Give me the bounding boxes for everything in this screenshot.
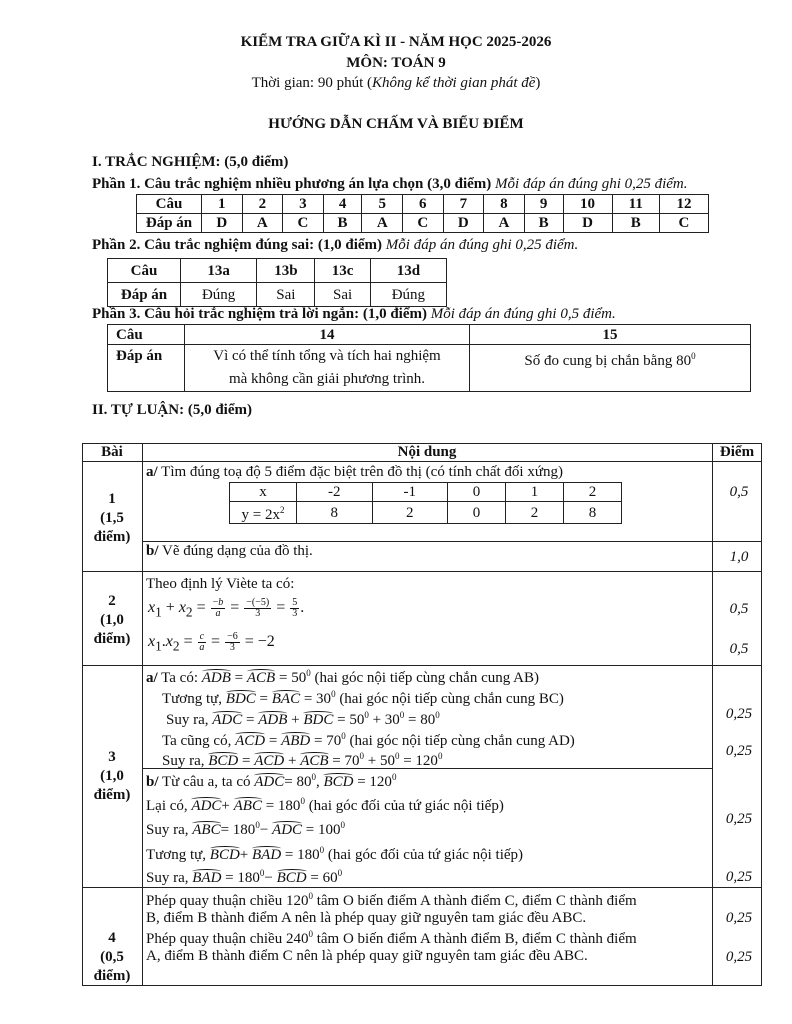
part3-q15: 15 xyxy=(470,325,751,345)
col-score-header: Điểm xyxy=(719,444,755,460)
part1-label: Phần 1. Câu trắc nghiệm nhiều phương án lựa chọn (3,0 điểm) xyxy=(92,176,492,192)
part1-q: 12 xyxy=(659,195,708,214)
b1-b-prefix: b/ xyxy=(146,543,159,559)
part1-note: Mỗi đáp án đúng ghi 0,25 điểm. xyxy=(491,176,688,192)
part2-row-a-label: Đáp án xyxy=(108,283,181,307)
part1-a: B xyxy=(612,214,659,233)
part2-heading xyxy=(92,237,578,254)
part2-q: 13b xyxy=(257,259,315,283)
b1-x-label: x xyxy=(230,483,297,502)
b3-a-line4: Ta cũng có, ACD = ABD = $70^0$ (hai góc nội tiếp cùng chắn cung AD) xyxy=(162,731,575,749)
part1-a: D xyxy=(202,214,243,233)
part3-a14 xyxy=(185,345,470,392)
part1-q: 2 xyxy=(242,195,283,214)
exam-time xyxy=(0,75,792,92)
b4-line1b: tâm O biến điểm A thành điểm C, điểm C thành điểm xyxy=(312,893,637,909)
b1-x-value: 1 xyxy=(506,483,564,502)
b3-b-line5: Suy ra, BAD = $180^0-$ BCD = $60^0$ xyxy=(146,868,343,886)
b1-score-b: 1,0 xyxy=(729,549,749,565)
part3-heading xyxy=(92,306,616,323)
b4-score1: 0,25 xyxy=(725,910,753,926)
b3-b-line2: Lại có, ADC+ ABC = $180^0$ (hai góc đối của tứ giác nội tiếp) xyxy=(146,796,504,814)
part1-q: 1 xyxy=(202,195,243,214)
time-suffix: ) xyxy=(535,75,541,91)
b4-line1a: Phép quay thuận chiều 120 xyxy=(146,893,309,909)
col-content-header: Nội dung xyxy=(397,444,457,460)
b3-b-line4: Tương tự, BCD+ BAD = $180^0$ (hai góc đối của tứ giác nội tiếp) xyxy=(146,845,524,863)
part3-row-a-label: Đáp án xyxy=(108,345,185,392)
b3-points: (1,0 xyxy=(100,768,124,784)
b4-label xyxy=(82,929,142,986)
part1-a: A xyxy=(242,214,283,233)
part3-note: Mỗi đáp án đúng ghi 0,5 điểm. xyxy=(426,306,616,322)
b1-points: (1,5 xyxy=(100,510,124,526)
b3-score4: 0,25 xyxy=(725,869,753,885)
part1-a: C xyxy=(659,214,708,233)
b3-score2: 0,25 xyxy=(725,743,753,759)
b3-b-line3: Suy ra, $ABC= 180^0-$ ADC = $100^0$ xyxy=(146,820,345,838)
part1-a: C xyxy=(403,214,444,233)
part1-q: 4 xyxy=(323,195,362,214)
b1-y-value: 8 xyxy=(297,502,373,524)
part2-a: Sai xyxy=(315,283,370,307)
b3-label xyxy=(82,748,142,805)
b2-label xyxy=(82,592,142,649)
b1-x-value: -1 xyxy=(372,483,448,502)
b1-a-prefix: a/ xyxy=(146,464,158,480)
part3-q14: 14 xyxy=(185,325,470,345)
b3-a-line1-note: (hai góc nội tiếp cùng chắn cung AB) xyxy=(314,670,539,686)
part1-a: B xyxy=(323,214,362,233)
b3-a-line5: Suy ra, BCD = ACD + ACB = $70^0 + 50^0 = 120^0$ xyxy=(162,751,443,769)
b1-value-table xyxy=(229,482,622,524)
exam-subject: MÔN: TOÁN 9 xyxy=(346,55,446,71)
part2-note: Mỗi đáp án đúng ghi 0,25 điểm. xyxy=(382,237,579,253)
part1-q: 10 xyxy=(563,195,612,214)
b1-b-body: Vẽ đúng dạng của đồ thị. xyxy=(158,543,313,559)
part1-row-a-label: Đáp án xyxy=(137,214,202,233)
part2-answer-table xyxy=(107,258,447,307)
b2-sum-formula: $x_1 + x_2$ = $\frac{-b}{a}$ = $\frac{-(-5)}{3}$ = $\frac{5}{3}$ . xyxy=(148,597,305,620)
part1-heading xyxy=(92,176,688,193)
b3-b-line1: b/ Từ câu a, ta có $ADC= 80^0$, BCD = $120^0$ xyxy=(146,772,397,790)
col-bai-header: Bài xyxy=(101,444,123,460)
b1-a-text xyxy=(146,464,563,481)
b3-a-line2: Tương tự, BDC = BAC = $30^0$ (hai góc nội tiếp cùng chắn cung BC) xyxy=(162,689,564,707)
b2-product-formula: $x_1.x_2$ = $\frac{c}{a}$ = $\frac{-6}{3}$ = −2 xyxy=(148,631,275,654)
part2-a: Đúng xyxy=(370,283,446,307)
b4-line4: A, điểm B thành điểm C nên là phép quay giữ nguyên tam giác đều ABC. xyxy=(146,948,588,964)
b1-x-value: 2 xyxy=(564,483,622,502)
b4-points-unit: điểm) xyxy=(93,968,131,984)
b1-y-value: 2 xyxy=(372,502,448,524)
b1-y-label-text: y = 2x xyxy=(241,507,280,523)
b1-x-value: -2 xyxy=(297,483,373,502)
b4-line3a: Phép quay thuận chiều 240 xyxy=(146,931,309,947)
part2-q: 13c xyxy=(315,259,370,283)
part1-row-q-label: Câu xyxy=(137,195,202,214)
section2-heading: II. TỰ LUẬN: (5,0 điểm) xyxy=(92,402,252,418)
part3-label: Phần 3. Câu hỏi trắc nghiệm trả lời ngắn: (1,0 điểm) xyxy=(92,306,427,322)
b2-line1: Theo định lý Viète ta có: xyxy=(146,576,295,592)
b1-label xyxy=(82,490,142,547)
b3-number: 3 xyxy=(108,749,116,765)
part3-a14-line2: mà không cần giải phương trình. xyxy=(228,371,426,387)
b1-x-value: 0 xyxy=(448,483,506,502)
part1-a: D xyxy=(443,214,484,233)
part2-q: 13a xyxy=(181,259,257,283)
b4-line3: Phép quay thuận chiều $240^0$ tâm O biến điểm A thành điểm B, điểm C thành điểm xyxy=(146,929,637,947)
exam-title: KIỂM TRA GIỮA KÌ II - NĂM HỌC 2025-2026 xyxy=(240,34,552,50)
b3-a-line1: a/ Ta có: ADB = ACB = $50^0$ (hai góc nội tiếp cùng chắn cung AB) xyxy=(146,668,539,686)
part1-q: 6 xyxy=(403,195,444,214)
part1-a: B xyxy=(524,214,563,233)
part3-answer-table xyxy=(107,324,751,392)
part1-a: A xyxy=(484,214,525,233)
part1-a: C xyxy=(283,214,324,233)
b2-points-unit: điểm) xyxy=(93,631,131,647)
b1-a-body: Tìm đúng toạ độ 5 điểm đặc biệt trên đồ thị (có tính chất đối xứng) xyxy=(157,464,563,480)
b3-score3: 0,25 xyxy=(725,811,753,827)
part2-row-q-label: Câu xyxy=(108,259,181,283)
guide-title: HƯỚNG DẪN CHẤM VÀ BIỂU ĐIỂM xyxy=(268,116,524,132)
b3-a-line4-note: (hai góc nội tiếp cùng chắn cung AD) xyxy=(349,733,575,749)
time-note: Không kể thời gian phát đề xyxy=(372,75,536,91)
b4-line2: B, điểm B thành điểm A nên là phép quay giữ nguyên tam giác đều ABC. xyxy=(146,910,587,926)
b3-b-line2-note: (hai góc đối của tứ giác nội tiếp) xyxy=(308,798,504,814)
b3-a-line3: Suy ra, ADC = ADB + BDC = $50^0 + 30^0 = 80^0$ xyxy=(166,710,440,728)
b4-line1: Phép quay thuận chiều $120^0$ tâm O biến điểm A thành điểm C, điểm C thành điểm xyxy=(146,891,637,909)
b4-number: 4 xyxy=(108,930,116,946)
b1-y-value: 8 xyxy=(564,502,622,524)
part1-q: 7 xyxy=(443,195,484,214)
b3-a-line2-note: (hai góc nội tiếp cùng chắn cung BC) xyxy=(339,691,564,707)
part1-q: 3 xyxy=(283,195,324,214)
b2-score1: 0,5 xyxy=(729,601,749,617)
b2-score2: 0,5 xyxy=(729,641,749,657)
degree-sign: 0 xyxy=(691,351,696,361)
part3-a14-line1: Vì có thể tính tổng và tích hai nghiệm xyxy=(213,348,441,364)
b2-number: 2 xyxy=(108,593,116,609)
time-prefix: Thời gian: 90 phút ( xyxy=(251,75,372,91)
part2-label: Phần 2. Câu trắc nghiệm đúng sai: (1,0 điểm) xyxy=(92,237,383,253)
b1-y-label xyxy=(230,502,297,524)
exponent-2: 2 xyxy=(279,505,285,515)
b3-a-prefix: a/ xyxy=(146,670,158,686)
part3-a15 xyxy=(470,345,751,392)
b4-score2: 0,25 xyxy=(725,949,753,965)
part1-a: A xyxy=(362,214,403,233)
part1-a: D xyxy=(563,214,612,233)
part3-row-q-label: Câu xyxy=(108,325,185,345)
b4-line3b: tâm O biến điểm A thành điểm B, điểm C thành điểm xyxy=(312,931,637,947)
part2-a: Sai xyxy=(257,283,315,307)
part1-q: 5 xyxy=(362,195,403,214)
part2-q: 13d xyxy=(370,259,446,283)
b3-b-line4-note: (hai góc đối của tứ giác nội tiếp) xyxy=(327,847,524,863)
b1-score-a: 0,5 xyxy=(729,484,749,500)
part2-a: Đúng xyxy=(181,283,257,307)
part1-q: 8 xyxy=(484,195,525,214)
b2-points: (1,0 xyxy=(100,612,124,628)
b4-points: (0,5 xyxy=(100,949,124,965)
b3-points-unit: điểm) xyxy=(93,787,131,803)
b3-score1: 0,25 xyxy=(725,706,753,722)
b1-y-value: 0 xyxy=(448,502,506,524)
part3-a15-text: Số đo cung bị chắn bằng 80 xyxy=(524,353,692,369)
section1-heading: I. TRẮC NGHIỆM: (5,0 điểm) xyxy=(92,154,289,170)
part1-q: 9 xyxy=(524,195,563,214)
b1-number: 1 xyxy=(108,491,116,507)
b1-points-unit: điểm) xyxy=(93,529,131,545)
part1-answer-table xyxy=(136,194,709,233)
part1-q: 11 xyxy=(612,195,659,214)
b1-b-text xyxy=(146,543,313,560)
b1-y-value: 2 xyxy=(506,502,564,524)
b3-b-prefix: b/ xyxy=(146,774,159,790)
